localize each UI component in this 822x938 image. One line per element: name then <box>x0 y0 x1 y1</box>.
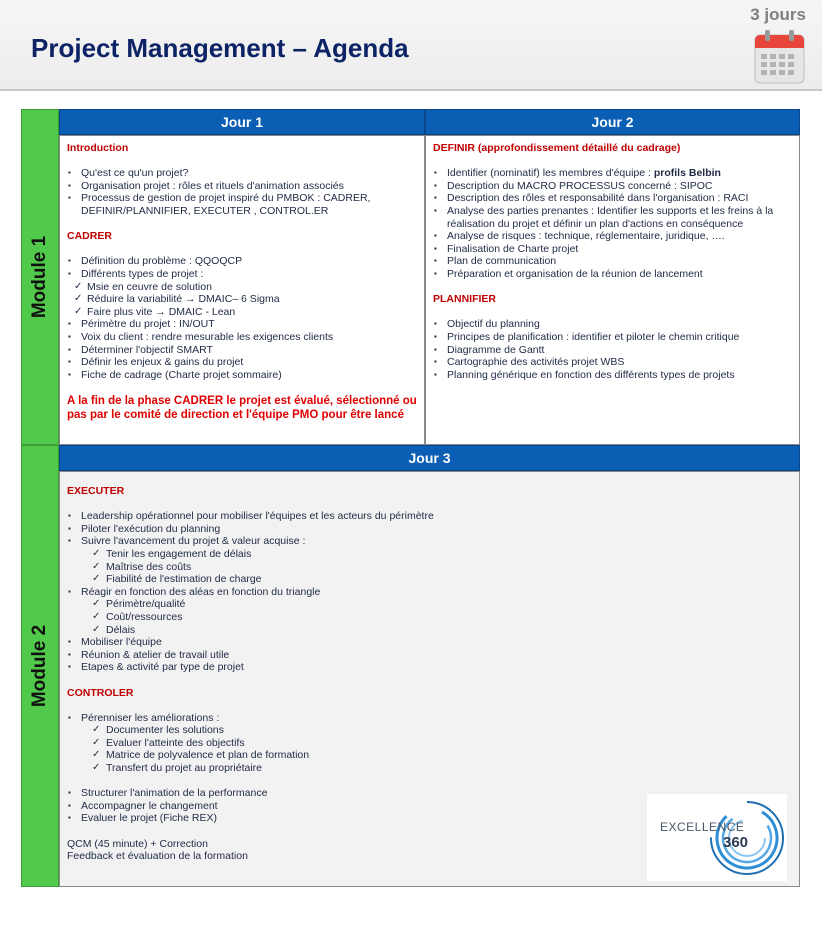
list-item: ▪ Différents types de projet : <box>81 268 417 281</box>
cadrer-list-a <box>67 255 417 280</box>
list-item: ▪ Suivre l'avancement du projet & valeur acquise : <box>81 535 792 548</box>
list-item <box>447 167 792 180</box>
header <box>0 0 822 91</box>
check-item: ✓ Délais <box>106 624 792 637</box>
cadrer-check-list <box>67 281 417 319</box>
list-item: ▪ Déterminer l'objectif SMART <box>81 344 417 357</box>
list-item: ▪ Accompagner le changement <box>81 800 792 813</box>
list-item: ▪ Description du MACRO PROCESSUS concerné : SIPOC <box>447 180 792 193</box>
list-item: ▪ Périmètre du projet : IN/OUT <box>81 318 417 331</box>
list-item: ▪ Préparation et organisation de la réunion de lancement <box>447 268 792 281</box>
check-item: ✓ Maîtrise des coûts <box>106 561 792 574</box>
footer-line-qcm: QCM (45 minute) + Correction <box>67 837 208 850</box>
list-item: ▪ Pérenniser les améliorations : <box>81 712 792 725</box>
list-item: ▪ Diagramme de Gantt <box>447 344 792 357</box>
check-item: ✓ Faire plus vite → DMAIC - Lean <box>87 306 417 319</box>
list-item: ▪ Définition du problème : QQOQCP <box>81 255 417 268</box>
module-1-band <box>21 109 59 445</box>
controler-list-a <box>67 712 792 725</box>
section-title-cadrer: CADRER <box>67 230 112 243</box>
list-item: ▪ Analyse des parties prenantes : Identifier les supports et les freins à la réalisation du projet et définir un plan d'actions en conséquence <box>447 205 792 230</box>
list-item: ▪ Organisation projet : rôles et rituels d'animation associés <box>81 180 417 193</box>
list-item: ▪ Réunion & atelier de travail utile <box>81 649 792 662</box>
list-item-text: Identifier (nominatif) les membres d'équipe : <box>447 167 654 180</box>
check-item: ✓ Documenter les solutions <box>106 724 792 737</box>
check-item: ✓ Matrice de polyvalence et plan de formation <box>106 749 792 762</box>
check-item: ✓ Périmètre/qualité <box>106 598 792 611</box>
list-item: ▪ Description des rôles et responsabilité dans l'organisation : RACI <box>447 192 792 205</box>
logo-text-360: 360 <box>723 834 749 851</box>
check-item: ✓ Tenir les engagement de délais <box>106 548 792 561</box>
footer-line-feedback: Feedback et évaluation de la formation <box>67 850 248 863</box>
controler-checks <box>67 724 792 774</box>
module-2-label: Module 2 <box>29 624 50 708</box>
jour-2-header: Jour 2 <box>425 109 800 135</box>
section-title-introduction: Introduction <box>67 142 129 154</box>
list-item: ▪ Structurer l'animation de la performance <box>81 787 792 800</box>
logo-rings-icon <box>647 794 787 881</box>
definir-list <box>433 167 792 280</box>
list-item: ▪ Evaluer le projet (Fiche REX) <box>81 812 792 825</box>
intro-list <box>67 167 417 217</box>
jour-2-content <box>425 135 800 445</box>
jour-3-header: Jour 3 <box>59 445 800 471</box>
check-item: ✓ Réduire la variabilité → DMAIC– 6 Sigma <box>87 293 417 306</box>
list-item: ▪ Piloter l'exécution du planning <box>81 523 792 536</box>
list-item: ▪ Etapes & activité par type de projet <box>81 661 792 674</box>
list-item: ▪ Leadership opérationnel pour mobiliser l'équipes et les acteurs du périmètre <box>81 510 792 523</box>
duration-label: 3 jours <box>750 5 806 24</box>
list-item: ▪ Analyse de risques : technique, réglementaire, juridique, …. <box>447 230 792 243</box>
list-item: ▪ Qu'est ce qu'un projet? <box>81 167 417 180</box>
check-item: ✓ Evaluer l'atteinte des objectifs <box>106 737 792 750</box>
module-2-band <box>21 445 59 887</box>
list-item: ▪ Finalisation de Charte projet <box>447 243 792 256</box>
list-item: ▪ Planning générique en fonction des différents types de projets <box>447 369 792 382</box>
executer-checks-2 <box>67 598 792 636</box>
check-item: ✓ Transfert du projet au propriétaire <box>106 762 792 775</box>
section-title-executer: EXECUTER <box>67 485 125 497</box>
executer-list-c <box>67 636 792 674</box>
check-item: ✓ Coût/ressources <box>106 611 792 624</box>
cadrer-list-b <box>67 318 417 381</box>
list-item: ▪ Processus de gestion de projet inspiré du PMBOK : CADRER, DEFINIR/PLANNIFIER, EXECUTER , CONTROL.ER <box>81 192 417 217</box>
list-item: ▪ Objectif du planning <box>447 318 792 331</box>
executer-checks-1 <box>67 548 792 586</box>
cadrer-note: A la fin de la phase CADRER le projet est évalué, sélectionné ou pas par le comité de direction et l'équipe PMO pour être lancé <box>67 394 417 421</box>
list-item: ▪ Définir les enjeux & gains du projet <box>81 356 417 369</box>
excellence-360-logo <box>647 794 787 881</box>
executer-list-b <box>67 586 792 599</box>
module-1-label: Module 1 <box>29 235 50 319</box>
jour-1-content <box>59 135 425 445</box>
list-item: ▪ Plan de communication <box>447 255 792 268</box>
page-title: Project Management – Agenda <box>31 33 409 63</box>
check-item: ✓ Msie en ceuvre de solution <box>87 281 417 294</box>
list-item: ▪ Fiche de cadrage (Charte projet sommaire) <box>81 369 417 382</box>
plannifier-list <box>433 318 792 381</box>
list-item: ▪ Voix du client : rendre mesurable les exigences clients <box>81 331 417 344</box>
jour-1-header: Jour 1 <box>59 109 425 135</box>
list-item: ▪ Réagir en fonction des aléas en fonction du triangle <box>81 586 792 599</box>
agenda-table <box>21 109 800 887</box>
list-item: ▪ Principes de planification : identifier et piloter le chemin critique <box>447 331 792 344</box>
list-item: ▪ Cartographie des activités projet WBS <box>447 356 792 369</box>
section-title-controler: CONTROLER <box>67 686 134 699</box>
executer-list-a <box>67 510 792 548</box>
belbin-text: profils Belbin <box>653 167 721 180</box>
logo-text-excellence: EXCELLENCE <box>660 820 745 834</box>
list-item: ▪ Mobiliser l'équipe <box>81 636 792 649</box>
section-title-definir: DEFINIR (approfondissement détaillé du cadrage) <box>433 142 681 154</box>
section-title-plannifier: PLANNIFIER <box>433 293 496 306</box>
calendar-icon <box>754 29 805 84</box>
check-item: ✓ Fiabilité de l'estimation de charge <box>106 573 792 586</box>
